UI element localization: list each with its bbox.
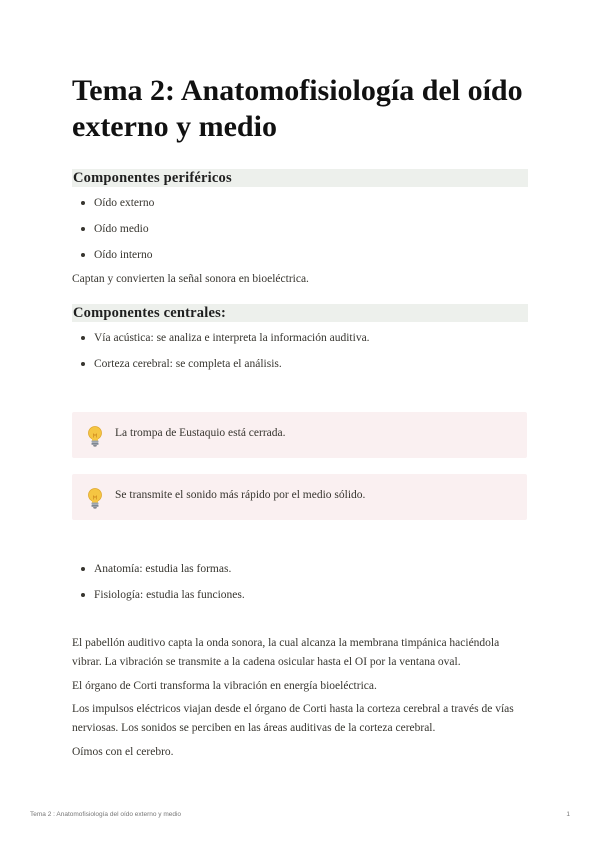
perifericos-list	[72, 196, 154, 262]
centrales-list	[72, 331, 370, 371]
list-item: Oído medio	[72, 222, 154, 236]
footer-title: Tema 2 : Anatomofisiología del oído externo y medio	[30, 811, 182, 818]
paragraph-pabellon: El pabellón auditivo capta la onda sonora, la cual alcanza la membrana timpánica haciéndola vibrar. La vibración se transmite a la cadena osicular hasta el OI por la ventana oval.	[72, 637, 500, 668]
callout-eustaquio	[72, 412, 527, 458]
callout-text: Se transmite el sonido más rápido por el medio sólido.	[115, 489, 366, 501]
page-title: Tema 2: Anatomofisiología del oído externo y medio	[72, 74, 523, 143]
page-footer	[30, 811, 570, 821]
list-item: Anatomía: estudia las formas.	[72, 562, 245, 576]
list-item: Oído externo	[72, 196, 154, 210]
callout-medio-solido	[72, 474, 527, 520]
paragraph-corti: El órgano de Corti transforma la vibración en energía bioeléctrica.	[72, 680, 377, 692]
list-item: Vía acústica: se analiza e interpreta la información auditiva.	[72, 331, 370, 345]
section-heading-centrales: Componentes centrales:	[72, 304, 528, 322]
lightbulb-icon	[86, 425, 104, 447]
definitions-list	[72, 562, 245, 602]
callout-text: La trompa de Eustaquio está cerrada.	[115, 427, 286, 439]
paragraph-cerebro: Oímos con el cerebro.	[72, 746, 174, 758]
paragraph-impulsos: Los impulsos eléctricos viajan desde el órgano de Corti hasta la corteza cerebral a través de vías nerviosas. Los sonidos se perciben en las áreas auditivas de la corteza cerebral.	[72, 703, 514, 734]
section-heading-perifericos: Componentes periféricos	[72, 169, 528, 187]
list-item: Oído interno	[72, 248, 154, 262]
lightbulb-icon	[86, 487, 104, 509]
list-item: Corteza cerebral: se completa el análisis.	[72, 357, 370, 371]
page-number: 1	[566, 811, 570, 818]
list-item: Fisiología: estudia las funciones.	[72, 588, 245, 602]
perifericos-note: Captan y convierten la señal sonora en bioeléctrica.	[72, 273, 309, 285]
